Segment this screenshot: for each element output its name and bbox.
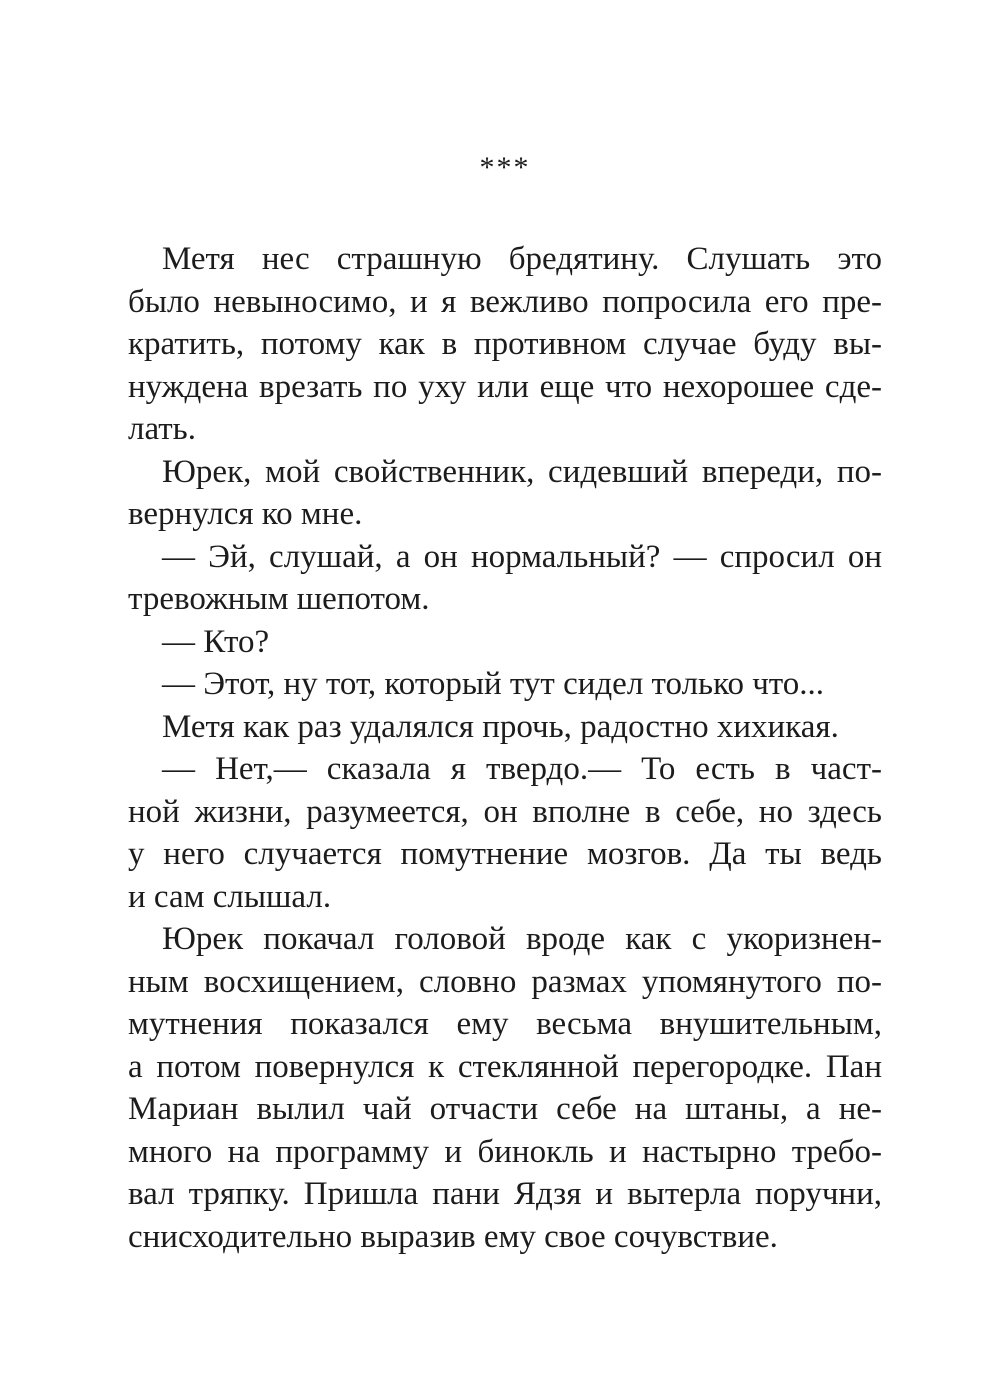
text-line: тревожным шепотом. [128, 581, 430, 617]
text-line: Юрек, мой свойственник, сидевший впереди, по- [162, 453, 882, 490]
text-line: было невыносимо, и я вежливо попросила его пре- [128, 283, 882, 320]
dialogue-paragraph [128, 663, 882, 706]
text-line: ной жизни, разумеется, он вполне в себе, но здесь [128, 793, 882, 830]
text-line: Мариан вылил чай отчасти себе на штаны, а не- [128, 1091, 882, 1127]
paragraph [128, 238, 882, 451]
text-line: лать. [128, 411, 196, 447]
text-line: мутнения показался ему весьма внушительным, [128, 1006, 882, 1042]
body-text [128, 238, 882, 1258]
text-line: много на программу и бинокль и настырно требо- [128, 1133, 882, 1170]
text-line: а потом повернулся к стеклянной перегородке. Пан [128, 1048, 882, 1085]
paragraph [128, 451, 882, 536]
text-line: кратить, потому как в противном случае буду вы- [128, 326, 882, 362]
text-line: — Этот, ну тот, который тут сидел только что... [162, 666, 825, 702]
text-line: и сам слышал. [128, 878, 332, 915]
text-line: ным восхищением, словно размах упомянутого по- [128, 963, 882, 1000]
text-line: снисходительно выразив ему свое сочувствие. [128, 1218, 778, 1255]
book-page [128, 0, 882, 1398]
paragraph [128, 706, 882, 749]
text-line: — Кто? [162, 623, 270, 660]
paragraph [128, 918, 882, 1258]
dialogue-paragraph [128, 621, 882, 664]
text-line: вернулся ко мне. [128, 496, 363, 532]
text-line: Метя нес страшную бредятину. Слушать это [162, 241, 882, 277]
text-line: у него случается помутнение мозгов. Да ты ведь [128, 836, 882, 872]
text-line: — Эй, слушай, а он нормальный? — спросил он [162, 538, 882, 575]
text-line: нуждена врезать по уху или еще что нехорошее сде- [128, 368, 882, 405]
text-line: — Нет,— сказала я твердо.— То есть в част- [162, 751, 882, 787]
text-line: Юрек покачал головой вроде как с укоризнен- [162, 921, 882, 957]
text-line: Метя как раз удалялся прочь, радостно хихикая. [162, 708, 839, 745]
text-line: вал тряпку. Пришла пани Ядзя и вытерла поручни, [128, 1176, 882, 1212]
dialogue-paragraph [128, 536, 882, 621]
dialogue-paragraph [128, 748, 882, 918]
section-break-asterisks: *** [479, 151, 531, 184]
